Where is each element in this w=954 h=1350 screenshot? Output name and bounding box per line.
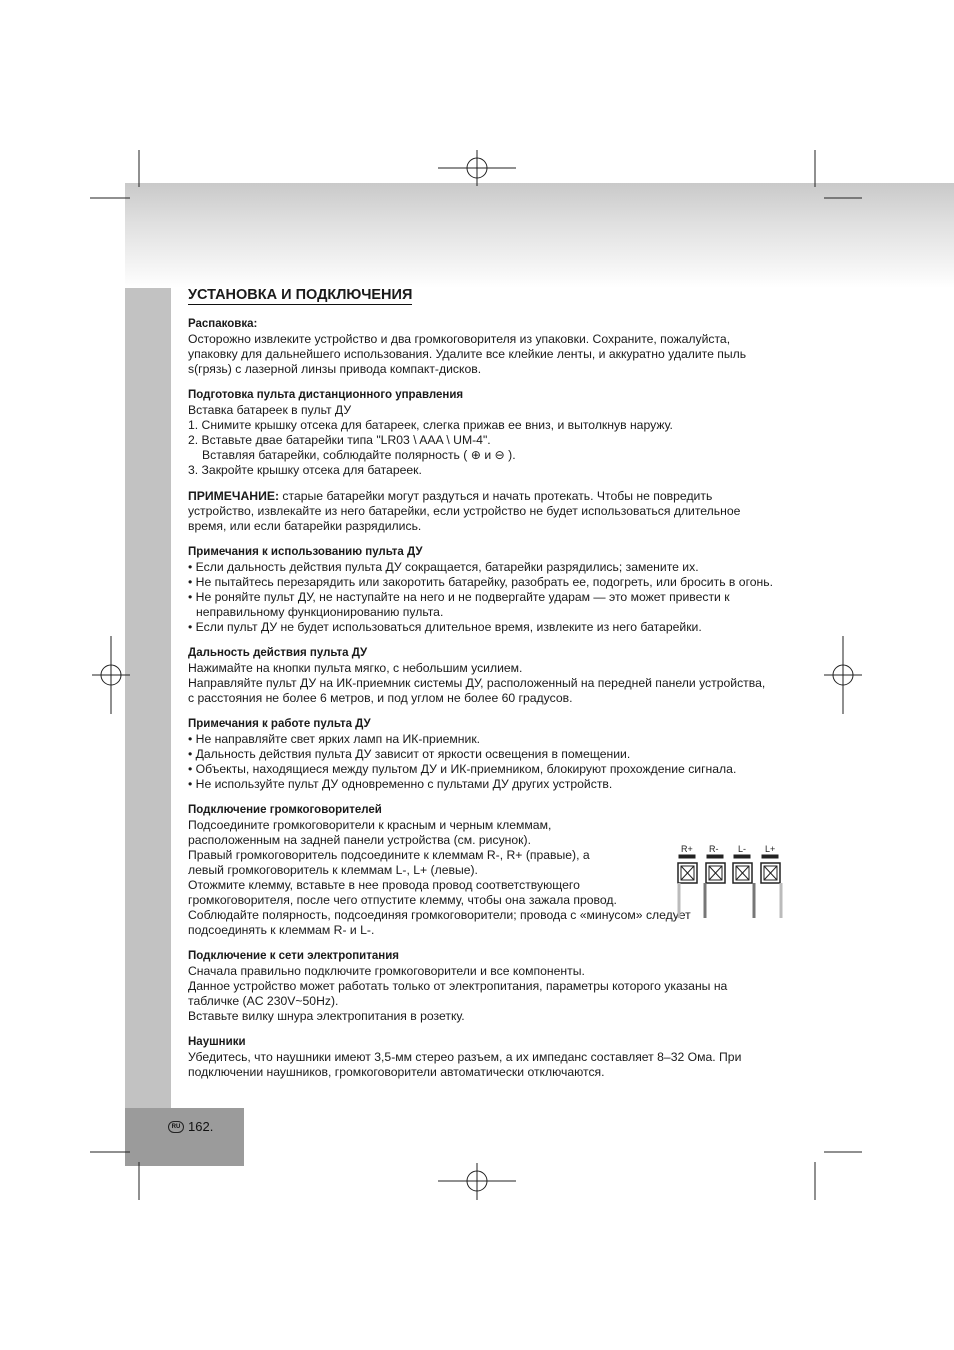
remote-operation-section bbox=[188, 717, 803, 792]
remote-operation-bullet: • Дальность действия пульта ДУ зависит от яркости освещения в помещении. bbox=[188, 747, 631, 761]
note-label: ПРИМЕЧАНИЕ: bbox=[188, 489, 280, 503]
power-section bbox=[188, 949, 803, 1024]
headphones-section bbox=[188, 1035, 803, 1080]
unpacking-section bbox=[188, 317, 803, 377]
terminal-label-l-plus: L+ bbox=[765, 844, 776, 854]
headphones-line: подключении наушников, громкоговорители автоматически отключаются. bbox=[188, 1065, 605, 1079]
speakers-line: левый громкоговоритель к клеммам L-, L+ (левые). bbox=[188, 863, 478, 877]
note-line: устройство, извлекайте из него батарейки, если устройство не будет использоваться длительное bbox=[188, 504, 741, 518]
language-badge: RU bbox=[168, 1121, 184, 1133]
remote-usage-section bbox=[188, 545, 803, 635]
remote-usage-bullet: • Не роняйте пульт ДУ, не наступайте на него и не подвергайте ударам — это может привести к неправильному функционированию пульта. bbox=[188, 590, 730, 619]
remote-range-line: Направляйте пульт ДУ на ИК-приемник системы ДУ, расположенный на передней панели устройства, bbox=[188, 676, 766, 690]
speaker-terminals-diagram bbox=[675, 843, 790, 923]
speakers-line: громкоговорителя, после чего отпустите клемму, чтобы она зажала провод. bbox=[188, 893, 617, 907]
speakers-line: подсоединять к клеммам R- и L-. bbox=[188, 923, 375, 937]
note-text: старые батарейки могут раздуться и начать протекать. Чтобы не повредить bbox=[279, 489, 713, 503]
remote-usage-heading: Примечания к использованию пульта ДУ bbox=[188, 546, 423, 558]
power-heading: Подключение к сети электропитания bbox=[188, 950, 400, 962]
remote-prep-step: Вставляя батарейки, соблюдайте полярность ( ⊕ и ⊖ ). bbox=[202, 448, 516, 462]
remote-range-section bbox=[188, 646, 803, 706]
remote-operation-bullet: • Объекты, находящиеся между пультом ДУ и ИК-приемником, блокируют прохождение сигнала. bbox=[188, 762, 737, 776]
unpacking-line: Осторожно извлеките устройство и два громкоговорителя из упаковки. Сохраните, пожалуйста, bbox=[188, 332, 731, 346]
speakers-heading: Подключение громкоговорителей bbox=[188, 804, 382, 816]
power-line: Сначала правильно подключите громкоговорители и все компоненты. bbox=[188, 964, 585, 978]
terminal-l-plus bbox=[761, 855, 781, 918]
note-first-line bbox=[188, 489, 803, 504]
terminal-label-l-minus: L- bbox=[738, 844, 747, 854]
speakers-line: Правый громкоговоритель подсоедините к клеммам R-, R+ (правые), а bbox=[188, 848, 590, 862]
remote-operation-bullet: • Не направляйте свет ярких ламп на ИК-приемник. bbox=[188, 732, 481, 746]
unpacking-line: упаковку для дальнейшего использования. Удалите все клейкие ленты, и аккуратно удалите пыль bbox=[188, 347, 747, 361]
speakers-line: Подсоедините громкоговорители к красным и черным клеммам, bbox=[188, 818, 552, 832]
remote-prep-section bbox=[188, 388, 803, 478]
note-line: время, или если батарейки разрядились. bbox=[188, 519, 422, 533]
page-content bbox=[188, 288, 803, 1091]
remote-range-heading: Дальность действия пульта ДУ bbox=[188, 647, 368, 659]
remote-range-line: Нажимайте на кнопки пульта мягко, с небольшим усилием. bbox=[188, 661, 523, 675]
headphones-line: Убедитесь, что наушники имеют 3,5-мм стерео разъем, а их импеданс составляет 8–32 Ома. При bbox=[188, 1050, 742, 1064]
terminal-r-plus bbox=[678, 855, 697, 918]
remote-operation-heading: Примечания к работе пульта ДУ bbox=[188, 718, 371, 730]
page-number bbox=[168, 1119, 213, 1134]
remote-range-line: с расстояния не более 6 метров, и под углом не более 60 градусов. bbox=[188, 691, 573, 705]
remote-prep-sub: Вставка батареек в пульт ДУ bbox=[188, 403, 352, 417]
remote-usage-bullet: • Если пульт ДУ не будет использоваться длительное время, извлеките из него батарейки. bbox=[188, 620, 702, 634]
terminal-label-r-minus: R- bbox=[709, 844, 719, 854]
remote-usage-bullet: • Не пытайтесь перезарядить или закоротить батарейку, разобрать ее, подогреть, или бросить в огонь. bbox=[188, 575, 773, 589]
unpacking-heading: Распаковка: bbox=[188, 318, 258, 330]
headphones-heading: Наушники bbox=[188, 1036, 246, 1048]
terminal-label-r-plus: R+ bbox=[681, 844, 693, 854]
power-line: Данное устройство может работать только от электропитания, параметры которого указаны на bbox=[188, 979, 728, 993]
remote-prep-step: 2. Вставьте двае батарейки типа "LR03 \ AAA \ UM-4". bbox=[188, 433, 491, 447]
terminal-r-minus bbox=[705, 855, 725, 918]
remote-prep-step: 3. Закройте крышку отсека для батареек. bbox=[188, 463, 422, 477]
power-line: табличке (AC 230V~50Hz). bbox=[188, 994, 339, 1008]
terminal-l-minus bbox=[733, 855, 754, 918]
page-number-text: 162. bbox=[188, 1119, 214, 1134]
page-title: УСТАНОВКА И ПОДКЛЮЧЕНИЯ bbox=[188, 287, 413, 303]
power-line: Вставьте вилку шнура электропитания в розетку. bbox=[188, 1009, 465, 1023]
speakers-line: расположенным на задней панели устройства (см. рисунок). bbox=[188, 833, 531, 847]
remote-prep-step: 1. Снимите крышку отсека для батареек, слегка прижав ее вниз, и вытолкнув наружу. bbox=[188, 418, 673, 432]
remote-operation-bullet: • Не используйте пульт ДУ одновременно с пультами ДУ других устройств. bbox=[188, 777, 613, 791]
note-section bbox=[188, 489, 803, 534]
speakers-line: Соблюдайте полярность, подсоединяя громкоговорители; провода с «минусом» следует bbox=[188, 908, 691, 922]
unpacking-line: s(грязь) с лазерной линзы привода компакт-дисков. bbox=[188, 362, 482, 376]
remote-prep-heading: Подготовка пульта дистанционного управления bbox=[188, 389, 464, 401]
remote-usage-bullet: • Если дальность действия пульта ДУ сокращается, батарейки разрядились; замените их. bbox=[188, 560, 699, 574]
speakers-line: Отожмите клемму, вставьте в нее провода провод соответствующего bbox=[188, 878, 580, 892]
